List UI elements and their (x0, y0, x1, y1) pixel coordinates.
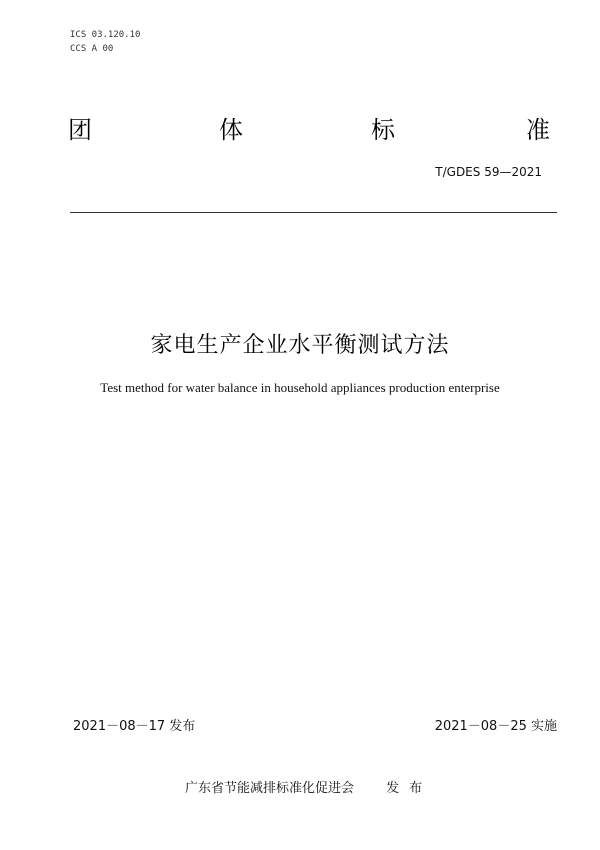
issue-date: 2021－08－17 发布 (73, 719, 196, 734)
publisher-name: 广东省节能减排标准化促进会 (185, 781, 355, 796)
classification-codes (70, 28, 140, 56)
ics-code: ICS 03.120.10 (70, 30, 141, 40)
implementation-date: 2021－08－25 实施 (434, 719, 557, 734)
ccs-code: CCS A 00 (70, 44, 114, 54)
publisher-line (185, 777, 432, 796)
title-chinese: 家电生产企业水平衡测试方法 (150, 333, 450, 358)
header-divider (70, 212, 557, 213)
standard-number: T/GDES 59—2021 (435, 165, 542, 179)
document-type-heading (68, 112, 550, 152)
publisher-suffix: 发布 (386, 781, 433, 796)
heading-char: 团 (68, 116, 92, 144)
title-english: Test method for water balance in household appliances production enterprise (100, 380, 500, 395)
heading-char: 体 (219, 116, 243, 144)
heading-char: 准 (526, 116, 550, 144)
heading-char: 标 (371, 116, 395, 144)
